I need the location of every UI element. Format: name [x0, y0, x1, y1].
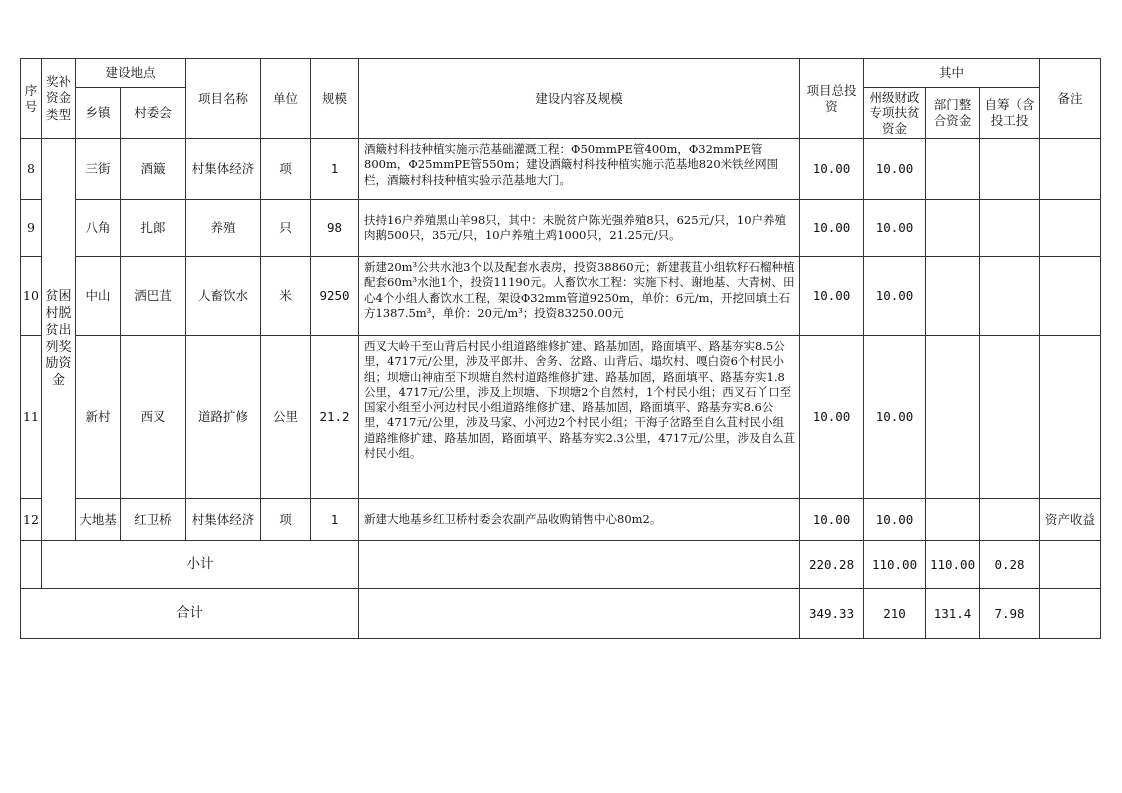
row-remark [1040, 200, 1101, 257]
row-project: 人畜饮水 [186, 257, 261, 336]
row-township: 三街 [76, 139, 121, 200]
row-project: 村集体经济 [186, 499, 261, 541]
subtotal-self-fund: 0.28 [980, 541, 1040, 589]
row-self-fund [980, 200, 1040, 257]
row-remark [1040, 139, 1101, 200]
grand-total-row [21, 589, 1101, 639]
row-content: 新建大地基乡红卫桥村委会农副产品收购销售中心80m2。 [359, 499, 800, 541]
row-remark: 资产收益 [1040, 499, 1101, 541]
row-state-fund: 10.00 [864, 499, 926, 541]
header-dept-fund: 部门整合资金 [926, 88, 980, 139]
grand-total-dept-fund: 131.4 [926, 589, 980, 639]
row-village: 洒巴苴 [121, 257, 186, 336]
row-seq: 9 [21, 200, 42, 257]
table-row [21, 200, 1101, 257]
header-unit: 单位 [261, 59, 311, 139]
grand-total-total: 349.33 [800, 589, 864, 639]
subtotal-state-fund: 110.00 [864, 541, 926, 589]
row-remark [1040, 336, 1101, 499]
row-state-fund: 10.00 [864, 336, 926, 499]
row-self-fund [980, 139, 1040, 200]
row-unit: 只 [261, 200, 311, 257]
row-village: 扎郎 [121, 200, 186, 257]
grand-total-label: 合计 [21, 589, 359, 639]
row-project: 道路扩修 [186, 336, 261, 499]
row-content: 新建20m³公共水池3个以及配套水表房，投资38860元；新建莪苴小组软籽石榴种植配套60m³水池1个，投资11190元。人畜饮水工程：实施下村、谢地基、大青树、田心4个小组人畜饮水工程，架设Φ32mm管道9250m，单价：6元/m，开挖回填土石方1387.5m³，单价：20元/m³；投资83250.00元 [359, 257, 800, 336]
header-of-which: 其中 [864, 59, 1040, 88]
row-unit: 项 [261, 139, 311, 200]
row-dept-fund [926, 257, 980, 336]
row-total: 10.00 [800, 499, 864, 541]
subtotal-remark [1040, 541, 1101, 589]
subtotal-seq-cell [21, 541, 42, 589]
row-dept-fund [926, 139, 980, 200]
row-total: 10.00 [800, 139, 864, 200]
row-village: 红卫桥 [121, 499, 186, 541]
row-content: 扶持16户养殖黑山羊98只，其中：未脱贫户陈光强养殖8只，625元/只，10户养殖肉鹅500只，35元/只，10户养殖土鸡1000只，21.25元/只。 [359, 200, 800, 257]
row-total: 10.00 [800, 257, 864, 336]
row-project: 村集体经济 [186, 139, 261, 200]
table-row [21, 139, 1101, 200]
header-fund-type: 奖补资金类型 [42, 59, 76, 139]
row-township: 八角 [76, 200, 121, 257]
row-scale: 98 [311, 200, 359, 257]
row-unit: 米 [261, 257, 311, 336]
grand-total-remark [1040, 589, 1101, 639]
row-dept-fund [926, 200, 980, 257]
row-village: 西叉 [121, 336, 186, 499]
row-total: 10.00 [800, 200, 864, 257]
row-state-fund: 10.00 [864, 257, 926, 336]
header-content: 建设内容及规模 [359, 59, 800, 139]
fund-type-cell: 贫困村脱贫出列奖励资金 [42, 139, 76, 541]
row-township: 新村 [76, 336, 121, 499]
table-row [21, 336, 1101, 499]
row-seq: 11 [21, 336, 42, 499]
row-content: 西叉大岭干至山背后村民小组道路维修扩建、路基加固，路面填平、路基夯实8.5公里，4717元/公里，涉及平郎井、舍务、岔路、山背后、塌坎村、嘎白资6个村民小组；坝塘山神庙至下坝塘自然村道路维修扩建、路基加固，路面填平、路基夯实1.8公里，4717元/公里，涉及上坝塘、下坝塘2个自然村，1个村民小组；西叉石丫口至国家小组至小河边村民小组道路维修扩建、路基加固，路面填平、路基夯实8.6公里，4717元/公里，涉及马家、小河边2个村民小组；干海子岔路至自么苴村民小组道路维修扩建、路基加固，路面填平、路基夯实2.3公里，4717元/公里，涉及自么苴村民小组。 [359, 336, 800, 499]
header-township: 乡镇 [76, 88, 121, 139]
row-self-fund [980, 336, 1040, 499]
header-state-fund: 州级财政专项扶贫资金 [864, 88, 926, 139]
row-unit: 公里 [261, 336, 311, 499]
header-seq: 序号 [21, 59, 42, 139]
row-scale: 9250 [311, 257, 359, 336]
project-table [20, 58, 1101, 639]
row-township: 中山 [76, 257, 121, 336]
header-project-name: 项目名称 [186, 59, 261, 139]
row-seq: 10 [21, 257, 42, 336]
subtotal-label: 小计 [42, 541, 359, 589]
row-total: 10.00 [800, 336, 864, 499]
row-remark [1040, 257, 1101, 336]
row-village: 酒簸 [121, 139, 186, 200]
row-scale: 21.2 [311, 336, 359, 499]
subtotal-row [21, 541, 1101, 589]
header-total-invest: 项目总投资 [800, 59, 864, 139]
grand-total-content-cell [359, 589, 800, 639]
row-content: 酒簸村科技种植实施示范基础灌溉工程：Φ50mmPE管400m，Φ32mmPE管800m，Φ25mmPE管550m；建设酒簸村科技种植实施示范基地820米铁丝网围栏，酒簸村科技种植实验示范基地大门。 [359, 139, 800, 200]
row-dept-fund [926, 336, 980, 499]
row-scale: 1 [311, 499, 359, 541]
header-scale: 规模 [311, 59, 359, 139]
header-village: 村委会 [121, 88, 186, 139]
subtotal-dept-fund: 110.00 [926, 541, 980, 589]
grand-total-state-fund: 210 [864, 589, 926, 639]
row-unit: 项 [261, 499, 311, 541]
row-seq: 12 [21, 499, 42, 541]
grand-total-self-fund: 7.98 [980, 589, 1040, 639]
row-township: 大地基 [76, 499, 121, 541]
row-dept-fund [926, 499, 980, 541]
row-project: 养殖 [186, 200, 261, 257]
header-remark: 备注 [1040, 59, 1101, 139]
row-seq: 8 [21, 139, 42, 200]
table-row [21, 257, 1101, 336]
row-state-fund: 10.00 [864, 200, 926, 257]
row-scale: 1 [311, 139, 359, 200]
row-state-fund: 10.00 [864, 139, 926, 200]
row-self-fund [980, 257, 1040, 336]
subtotal-content-cell [359, 541, 800, 589]
subtotal-total: 220.28 [800, 541, 864, 589]
row-self-fund [980, 499, 1040, 541]
table-row [21, 499, 1101, 541]
header-location: 建设地点 [76, 59, 186, 88]
header-self-fund: 自筹（含投工投 [980, 88, 1040, 139]
